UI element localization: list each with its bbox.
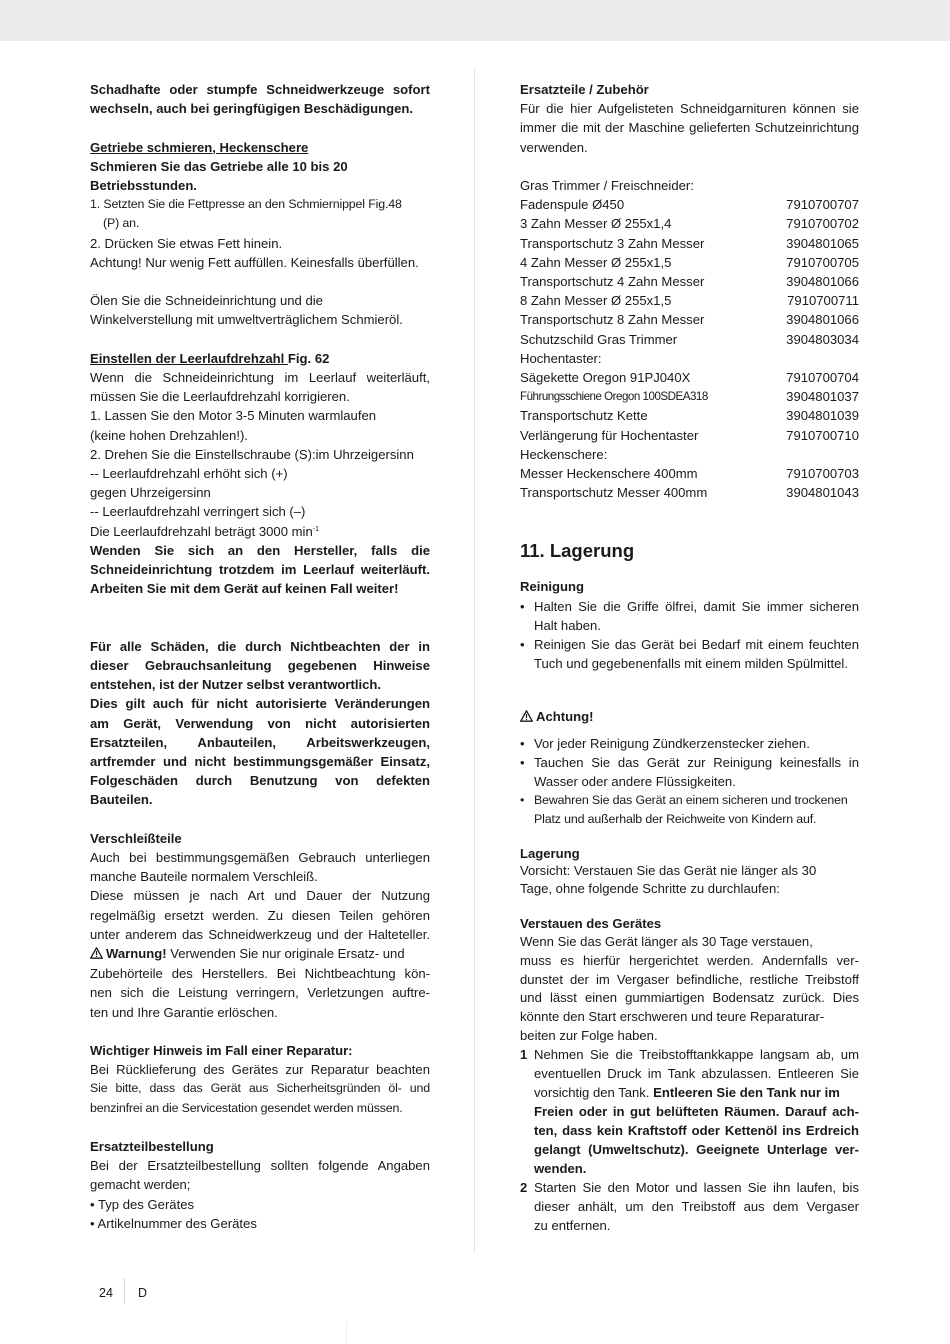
- part-number: 3904801065: [786, 235, 859, 251]
- warning-icon: [90, 945, 103, 964]
- order-line: Bei der Ersatzteilbestellung sollten folgende Angaben: [90, 1158, 430, 1174]
- idle-rpm-row: [90, 522, 430, 541]
- stowing-step: [520, 1178, 859, 1235]
- part-name: Sägekette Oregon 91PJ040X: [520, 370, 691, 386]
- attention-heading-row: [520, 707, 859, 727]
- cleaning-item-line: Reinigen Sie das Gerät bei Bedarf mit einem feuchten: [534, 637, 859, 653]
- oil-line: Winkelverstellung mit umweltverträglichem Schmieröl.: [90, 312, 403, 328]
- attention-item-line: Vor jeder Reinigung Zündkerzenstecker ziehen.: [534, 735, 810, 751]
- idle-line: gegen Uhrzeigersinn: [90, 485, 211, 501]
- wear-warning-text: Verwenden Sie nur originale Ersatz- und: [166, 946, 405, 962]
- repair-line: Bei Rücklieferung des Gerätes zur Reparatur beachten: [90, 1062, 430, 1078]
- stowing-line: Wenn Sie das Gerät länger als 30 Tage verstauen,: [520, 934, 813, 950]
- step-line: dieser anhält, um den Treibstoff aus dem Vergaser: [534, 1199, 859, 1215]
- parts-row: [520, 464, 859, 483]
- wear-line: manche Bauteile normalem Verschleiß.: [90, 869, 318, 885]
- cleaning-heading: Reinigung: [520, 579, 585, 595]
- oil-line: Ölen Sie die Schneideinrichtung und die: [90, 293, 323, 309]
- part-number: 3904801043: [786, 485, 859, 501]
- cleaning-item: [520, 597, 859, 635]
- idle-rpm-unit: -1: [312, 525, 319, 533]
- idle-line: -- Leerlaufdrehzahl verringert sich (–): [90, 504, 306, 520]
- storage-heading: Lagerung: [520, 845, 580, 861]
- wear-line: unter anderem das Schneidwerkzeug und der Halteteller.: [90, 926, 430, 942]
- wear-warning-line: ten und Ihre Garantie erlöschen.: [90, 1004, 278, 1020]
- parts-heading: Ersatzteile / Zubehör: [520, 82, 649, 97]
- liability-line: am Gerät, Verwendung von nicht autorisierten: [90, 715, 430, 731]
- parts-intro: immer die mit der Maschine gelieferten Schutzeinrichtung: [520, 120, 859, 136]
- part-name: Fadenspule Ø450: [520, 197, 625, 213]
- idle-line: 1. Lassen Sie den Motor 3-5 Minuten warmlaufen: [90, 408, 377, 424]
- gear-bold-line: Schmieren Sie das Getriebe alle 10 bis 20: [90, 158, 348, 174]
- idle-rpm: Die Leerlaufdrehzahl beträgt 3000 min: [90, 523, 313, 539]
- part-number: 7910700704: [786, 370, 859, 386]
- liability-line: dieser Gebrauchsanleitung gegebenen Hinweise: [90, 658, 430, 674]
- attention-item-line: Wasser oder andere Flüssigkeiten.: [534, 774, 736, 790]
- wear-line: Auch bei bestimmungsgemäßen Gebrauch unterliegen: [90, 850, 430, 866]
- parts-row: [520, 310, 859, 329]
- parts-row: [520, 291, 859, 310]
- step-line: eventuellen Druck im Tank abzulassen. Entleeren Sie: [534, 1066, 859, 1082]
- footer-divider: [124, 1278, 125, 1304]
- parts-intro: verwenden.: [520, 139, 588, 155]
- wear-warning-row: [90, 944, 430, 964]
- storage-line: Tage, ohne folgende Schritte zu durchlaufen:: [520, 880, 780, 896]
- step-line: zu entfernen.: [534, 1218, 611, 1234]
- part-name: Transportschutz 3 Zahn Messer: [520, 235, 705, 251]
- step-number: 2: [520, 1180, 528, 1196]
- part-name: Transportschutz 4 Zahn Messer: [520, 274, 705, 290]
- bullet-icon: •: [520, 793, 525, 808]
- part-number: 3904803034: [786, 331, 859, 347]
- intro-line: Schadhafte oder stumpfe Schneidwerkzeuge sofort: [90, 82, 430, 97]
- parts-group-label: Gras Trimmer / Freischneider:: [520, 178, 694, 193]
- attention-item-line: Platz und außerhalb der Reichweite von Kindern auf.: [534, 812, 817, 827]
- stowing-line: beiten zur Folge haben.: [520, 1027, 658, 1043]
- parts-row: [520, 253, 859, 272]
- stowing-line: könnte den Start erschweren und teure Reparaturar-: [520, 1009, 825, 1024]
- idle-line: (keine hohen Drehzahlen!).: [90, 427, 248, 443]
- warning-icon: [520, 708, 533, 727]
- parts-group-label: Heckenschere:: [520, 446, 608, 462]
- part-name: 8 Zahn Messer Ø 255x1,5: [520, 293, 672, 309]
- idle-heading-row: [90, 349, 430, 368]
- attention-label: Achtung!: [536, 709, 594, 725]
- stowing-heading: Verstauen des Gerätes: [520, 916, 662, 932]
- parts-row: [520, 272, 859, 291]
- step-line: gelangt (Umweltschutz). Geeignete Unterlage ver-: [534, 1142, 859, 1158]
- parts-group-label: Hochentaster:: [520, 350, 602, 366]
- stowing-step: [520, 1045, 859, 1178]
- liability-line: Ersatzteilen, Anbauteilen, Arbeitswerkzeugen,: [90, 734, 430, 750]
- wear-warning-label: Warnung!: [106, 946, 167, 962]
- parts-row: [520, 195, 859, 214]
- step-line: Freien oder in gut belüfteten Räumen. Darauf ach-: [534, 1104, 859, 1120]
- parts-intro: Für die hier Aufgelisteten Schneidgarnituren können sie: [520, 101, 859, 117]
- part-name: Transportschutz Messer 400mm: [520, 485, 708, 501]
- liability-line: entstehen, ist der Nutzer selbst verantwortlich.: [90, 677, 382, 693]
- gear-step-cont: (P) an.: [103, 216, 140, 231]
- part-number: 7910700703: [786, 466, 859, 482]
- part-number: 3904801066: [786, 312, 859, 328]
- liability-line: Dies gilt auch für nicht autorisierte Veränderungen: [90, 696, 430, 712]
- gear-heading: Getriebe schmieren, Heckenschere: [90, 139, 309, 155]
- idle-warning: Schneideinrichtung trotzdem im Leerlauf weiterläuft.: [90, 562, 430, 578]
- parts-row: [520, 406, 859, 425]
- crop-mark: [346, 1322, 347, 1344]
- left-column: [90, 80, 430, 1233]
- order-line: gemacht werden;: [90, 1177, 191, 1193]
- part-number: 3904801066: [786, 274, 859, 290]
- part-name: Messer Heckenschere 400mm: [520, 466, 698, 482]
- part-number: 7910700711: [787, 293, 859, 309]
- gear-step: 1. Setzten Sie die Fettpresse an den Schmiernippel Fig.48: [90, 197, 402, 212]
- parts-row: [520, 368, 859, 387]
- wear-heading: Verschleißteile: [90, 830, 182, 846]
- attention-item: [520, 753, 859, 791]
- step-line: Nehmen Sie die Treibstofftankkappe langsam ab, um: [534, 1047, 859, 1063]
- header-bar: [0, 0, 950, 41]
- step-text: vorsichtig den Tank.: [534, 1085, 654, 1101]
- page-number: 24: [99, 1286, 113, 1300]
- parts-row: [520, 387, 859, 406]
- stowing-line: und lässt einen gummiartigen Bodensatz zurück. Dies: [520, 990, 859, 1006]
- section-title: 11. Lagerung: [520, 540, 635, 562]
- order-item: • Typ des Gerätes: [90, 1196, 195, 1212]
- step-line: wenden.: [534, 1161, 587, 1177]
- order-heading: Ersatzteilbestellung: [90, 1139, 214, 1155]
- cleaning-item-line: Halten Sie die Griffe ölfrei, damit Sie immer sicheren: [534, 598, 859, 614]
- gear-step: 2. Drücken Sie etwas Fett hinein.: [90, 235, 283, 251]
- wear-warning-line: nen sich die Leistung verringern, Verletzungen auftre-: [90, 985, 430, 1001]
- part-name: 4 Zahn Messer Ø 255x1,5: [520, 254, 672, 270]
- idle-warning: Arbeiten Sie mit dem Gerät auf keinen Fall weiter!: [90, 581, 399, 597]
- parts-row: [520, 330, 859, 349]
- gear-bold-line: Betriebsstunden.: [90, 178, 197, 193]
- attention-item: [520, 791, 859, 829]
- liability-line: artfremder und nicht bestimmungsgemäßer Einsatz,: [90, 754, 430, 770]
- cleaning-item-line: Halt haben.: [534, 617, 601, 633]
- parts-row: [520, 483, 859, 502]
- step-bold-text: Entleeren Sie den Tank nur im: [653, 1085, 840, 1101]
- stowing-line: dunstet der im Vergaser befindliche, restliche Treibstoff: [520, 971, 859, 987]
- bullet-icon: •: [520, 754, 525, 770]
- bullet-icon: •: [520, 735, 525, 751]
- part-number: 7910700707: [786, 197, 859, 213]
- idle-heading: Einstellen der Leerlaufdrehzahl: [90, 350, 288, 366]
- attention-item-line: Bewahren Sie das Gerät an einem sicheren und trockenen: [534, 793, 848, 808]
- liability-line: Folgeschäden durch Benutzung von defekten: [90, 773, 430, 789]
- liability-line: Für alle Schäden, die durch Nichtbeachten der in: [90, 638, 430, 654]
- part-name: Verlängerung für Hochentaster: [520, 427, 699, 443]
- wear-line: regelmäßig ersetzt werden. Zu diesen Teilen gehören: [90, 907, 430, 923]
- bullet-icon: •: [520, 637, 525, 653]
- attention-item-line: Tauchen Sie das Gerät zur Reinigung keinesfalls in: [534, 754, 859, 770]
- part-number: 7910700710: [786, 427, 859, 443]
- column-divider: [474, 68, 475, 1253]
- repair-heading: Wichtiger Hinweis im Fall einer Reparatur:: [90, 1043, 353, 1059]
- idle-fig: Fig. 62: [287, 350, 330, 366]
- part-name: Transportschutz Kette: [520, 408, 648, 424]
- attention-item: [520, 734, 859, 753]
- part-number: 3904801039: [786, 408, 859, 424]
- parts-row: [520, 426, 859, 445]
- wear-warning-line: Zubehörteile des Herstellers. Bei Nichtbeachtung kön-: [90, 966, 430, 982]
- idle-line: Wenn die Schneideinrichtung im Leerlauf weiterläuft,: [90, 370, 430, 385]
- repair-line: benzinfrei an die Servicestation gesendet werden müssen.: [90, 1100, 403, 1115]
- wear-line: Diese müssen je nach Art und Dauer der Nutzung: [90, 888, 430, 904]
- part-number: 7910700702: [786, 216, 859, 232]
- bullet-icon: •: [520, 598, 525, 614]
- parts-row: [520, 214, 859, 233]
- liability-line: Bauteilen.: [90, 792, 153, 808]
- order-item: • Artikelnummer des Gerätes: [90, 1215, 257, 1231]
- step-number: 1: [520, 1047, 528, 1063]
- part-number: 7910700705: [786, 254, 859, 270]
- cleaning-item: [520, 635, 859, 673]
- part-name: Schutzschild Gras Trimmer: [520, 331, 678, 347]
- right-column: [520, 80, 859, 1235]
- parts-row: [520, 234, 859, 253]
- part-name: Führungsschiene Oregon 100SDEA318: [520, 390, 708, 404]
- storage-line: Vorsicht: Verstauen Sie das Gerät nie länger als 30: [520, 863, 817, 879]
- idle-line: 2. Drehen Sie die Einstellschraube (S):im Uhrzeigersinn: [90, 446, 414, 462]
- part-name: 3 Zahn Messer Ø 255x1,4: [520, 216, 672, 232]
- idle-line: müssen Sie die Leerlaufdrehzahl korrigieren.: [90, 389, 350, 405]
- idle-warning: Wenden Sie sich an den Hersteller, falls die: [90, 542, 430, 558]
- part-number: 3904801037: [786, 389, 859, 405]
- intro-line: wechseln, auch bei geringfügigen Beschädigungen.: [90, 101, 414, 117]
- part-name: Transportschutz 8 Zahn Messer: [520, 312, 705, 328]
- step-line: Starten Sie den Motor und lassen Sie ihn laufen, bis: [534, 1180, 859, 1196]
- step-line: ten, dass kein Kraftstoff oder Kettenöl ins Erdreich: [534, 1123, 859, 1139]
- stowing-line: muss es hierfür hergerichtet werden. Andernfalls ver-: [520, 952, 859, 968]
- step-line: [534, 1083, 859, 1102]
- idle-line: -- Leerlaufdrehzahl erhöht sich (+): [90, 466, 288, 482]
- gear-note: Achtung! Nur wenig Fett auffüllen. Keinesfalls überfüllen.: [90, 254, 419, 270]
- cleaning-item-line: Tuch und gegebenenfalls mit einem milden Spülmittel.: [534, 656, 848, 672]
- language-code: D: [138, 1286, 148, 1300]
- repair-line: Sie bitte, dass das Gerät aus Sicherheitsgründen öl- und: [90, 1081, 430, 1096]
